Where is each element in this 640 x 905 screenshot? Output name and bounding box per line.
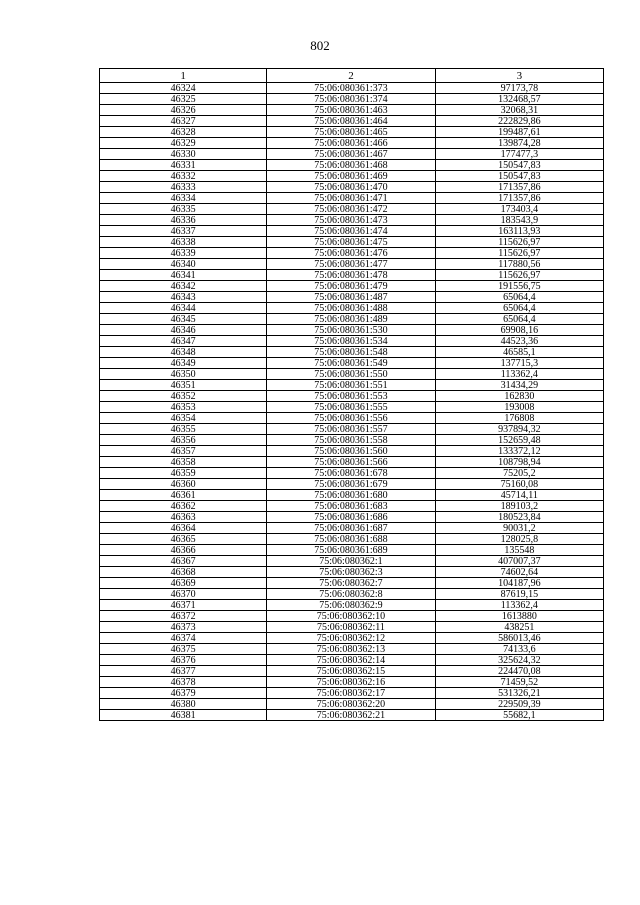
cadastral-number-cell: 75:06:080361:472 <box>267 204 435 215</box>
table-row <box>100 94 604 105</box>
value-cell: 177477,3 <box>435 149 603 160</box>
cadastral-number-cell: 75:06:080362:12 <box>267 633 435 644</box>
value-cell: 128025,8 <box>435 534 603 545</box>
table-row <box>100 545 604 556</box>
table-row <box>100 611 604 622</box>
value-cell: 193008 <box>435 402 603 413</box>
value-cell: 937894,32 <box>435 424 603 435</box>
row-number-cell: 46367 <box>100 556 267 567</box>
table-row <box>100 314 604 325</box>
cadastral-number-cell: 75:06:080362:17 <box>267 688 435 699</box>
row-number-cell: 46363 <box>100 512 267 523</box>
row-number-cell: 46343 <box>100 292 267 303</box>
row-number-cell: 46330 <box>100 149 267 160</box>
cadastral-number-cell: 75:06:080361:553 <box>267 391 435 402</box>
table-row <box>100 644 604 655</box>
value-cell: 171357,86 <box>435 182 603 193</box>
cadastral-number-cell: 75:06:080361:475 <box>267 237 435 248</box>
cadastral-number-cell: 75:06:080361:548 <box>267 347 435 358</box>
row-number-cell: 46335 <box>100 204 267 215</box>
cadastral-number-cell: 75:06:080361:474 <box>267 226 435 237</box>
row-number-cell: 46341 <box>100 270 267 281</box>
row-number-cell: 46373 <box>100 622 267 633</box>
column-header-3: 3 <box>435 69 603 83</box>
value-cell: 117880,56 <box>435 259 603 270</box>
row-number-cell: 46351 <box>100 380 267 391</box>
value-cell: 65064,4 <box>435 292 603 303</box>
table-row <box>100 666 604 677</box>
row-number-cell: 46356 <box>100 435 267 446</box>
value-cell: 173403,4 <box>435 204 603 215</box>
value-cell: 325624,32 <box>435 655 603 666</box>
table-row <box>100 501 604 512</box>
value-cell: 183543,9 <box>435 215 603 226</box>
row-number-cell: 46325 <box>100 94 267 105</box>
table-row <box>100 710 604 721</box>
table-header-row <box>100 69 604 83</box>
table-row <box>100 468 604 479</box>
row-number-cell: 46342 <box>100 281 267 292</box>
value-cell: 113362,4 <box>435 369 603 380</box>
cadastral-number-cell: 75:06:080361:560 <box>267 446 435 457</box>
table-row <box>100 424 604 435</box>
row-number-cell: 46328 <box>100 127 267 138</box>
table-row <box>100 237 604 248</box>
row-number-cell: 46369 <box>100 578 267 589</box>
value-cell: 69908,16 <box>435 325 603 336</box>
value-cell: 90031,2 <box>435 523 603 534</box>
row-number-cell: 46329 <box>100 138 267 149</box>
table-row <box>100 270 604 281</box>
row-number-cell: 46337 <box>100 226 267 237</box>
cadastral-number-cell: 75:06:080361:470 <box>267 182 435 193</box>
value-cell: 71459,52 <box>435 677 603 688</box>
row-number-cell: 46334 <box>100 193 267 204</box>
value-cell: 438251 <box>435 622 603 633</box>
value-cell: 65064,4 <box>435 314 603 325</box>
row-number-cell: 46338 <box>100 237 267 248</box>
table-row <box>100 204 604 215</box>
cadastral-number-cell: 75:06:080361:469 <box>267 171 435 182</box>
row-number-cell: 46339 <box>100 248 267 259</box>
row-number-cell: 46374 <box>100 633 267 644</box>
value-cell: 407007,37 <box>435 556 603 567</box>
table-row <box>100 655 604 666</box>
table-row <box>100 182 604 193</box>
cadastral-number-cell: 75:06:080362:1 <box>267 556 435 567</box>
cadastral-number-cell: 75:06:080361:688 <box>267 534 435 545</box>
value-cell: 44523,36 <box>435 336 603 347</box>
table-row <box>100 677 604 688</box>
row-number-cell: 46381 <box>100 710 267 721</box>
row-number-cell: 46365 <box>100 534 267 545</box>
table-row <box>100 281 604 292</box>
value-cell: 135548 <box>435 545 603 556</box>
row-number-cell: 46350 <box>100 369 267 380</box>
value-cell: 133372,12 <box>435 446 603 457</box>
row-number-cell: 46359 <box>100 468 267 479</box>
cadastral-number-cell: 75:06:080361:464 <box>267 116 435 127</box>
cadastral-number-cell: 75:06:080361:558 <box>267 435 435 446</box>
table-row <box>100 380 604 391</box>
row-number-cell: 46331 <box>100 160 267 171</box>
cadastral-number-cell: 75:06:080362:9 <box>267 600 435 611</box>
row-number-cell: 46380 <box>100 699 267 710</box>
table-row <box>100 160 604 171</box>
cadastral-number-cell: 75:06:080361:468 <box>267 160 435 171</box>
cadastral-number-cell: 75:06:080362:11 <box>267 622 435 633</box>
value-cell: 139874,28 <box>435 138 603 149</box>
cadastral-number-cell: 75:06:080362:21 <box>267 710 435 721</box>
table-row <box>100 413 604 424</box>
value-cell: 150547,83 <box>435 171 603 182</box>
row-number-cell: 46352 <box>100 391 267 402</box>
row-number-cell: 46377 <box>100 666 267 677</box>
cadastral-number-cell: 75:06:080361:530 <box>267 325 435 336</box>
row-number-cell: 46358 <box>100 457 267 468</box>
value-cell: 586013,46 <box>435 633 603 644</box>
row-number-cell: 46378 <box>100 677 267 688</box>
table-row <box>100 259 604 270</box>
table-row <box>100 622 604 633</box>
cadastral-number-cell: 75:06:080361:467 <box>267 149 435 160</box>
value-cell: 115626,97 <box>435 248 603 259</box>
column-header-1: 1 <box>100 69 267 83</box>
table-row <box>100 369 604 380</box>
value-cell: 224470,08 <box>435 666 603 677</box>
value-cell: 229509,39 <box>435 699 603 710</box>
table-body <box>100 83 604 721</box>
cadastral-number-cell: 75:06:080361:477 <box>267 259 435 270</box>
table-row <box>100 446 604 457</box>
row-number-cell: 46361 <box>100 490 267 501</box>
value-cell: 162830 <box>435 391 603 402</box>
cadastral-number-cell: 75:06:080362:16 <box>267 677 435 688</box>
value-cell: 222829,86 <box>435 116 603 127</box>
cadastral-number-cell: 75:06:080361:534 <box>267 336 435 347</box>
row-number-cell: 46379 <box>100 688 267 699</box>
cadastral-number-cell: 75:06:080361:488 <box>267 303 435 314</box>
table-row <box>100 138 604 149</box>
cadastral-number-cell: 75:06:080361:689 <box>267 545 435 556</box>
cadastral-number-cell: 75:06:080361:465 <box>267 127 435 138</box>
row-number-cell: 46347 <box>100 336 267 347</box>
table-row <box>100 490 604 501</box>
cadastral-number-cell: 75:06:080361:466 <box>267 138 435 149</box>
cadastral-number-cell: 75:06:080361:679 <box>267 479 435 490</box>
value-cell: 108798,94 <box>435 457 603 468</box>
cadastral-number-cell: 75:06:080362:20 <box>267 699 435 710</box>
value-cell: 74602,64 <box>435 567 603 578</box>
row-number-cell: 46366 <box>100 545 267 556</box>
table-row <box>100 699 604 710</box>
column-header-2: 2 <box>267 69 435 83</box>
table-row <box>100 127 604 138</box>
cadastral-number-cell: 75:06:080361:556 <box>267 413 435 424</box>
table-row <box>100 589 604 600</box>
table-row <box>100 292 604 303</box>
table-row <box>100 116 604 127</box>
cadastral-number-cell: 75:06:080361:678 <box>267 468 435 479</box>
value-cell: 45714,11 <box>435 490 603 501</box>
row-number-cell: 46360 <box>100 479 267 490</box>
cadastral-number-cell: 75:06:080361:373 <box>267 83 435 94</box>
value-cell: 150547,83 <box>435 160 603 171</box>
cadastral-number-cell: 75:06:080361:479 <box>267 281 435 292</box>
table-row <box>100 567 604 578</box>
row-number-cell: 46324 <box>100 83 267 94</box>
value-cell: 55682,1 <box>435 710 603 721</box>
cadastral-number-cell: 75:06:080362:14 <box>267 655 435 666</box>
value-cell: 74133,6 <box>435 644 603 655</box>
cadastral-number-cell: 75:06:080362:13 <box>267 644 435 655</box>
value-cell: 46585,1 <box>435 347 603 358</box>
table-row <box>100 391 604 402</box>
cadastral-number-cell: 75:06:080361:687 <box>267 523 435 534</box>
row-number-cell: 46345 <box>100 314 267 325</box>
value-cell: 1613880 <box>435 611 603 622</box>
value-cell: 75205,2 <box>435 468 603 479</box>
table-row <box>100 578 604 589</box>
row-number-cell: 46355 <box>100 424 267 435</box>
cadastral-number-cell: 75:06:080361:473 <box>267 215 435 226</box>
row-number-cell: 46349 <box>100 358 267 369</box>
value-cell: 32068,31 <box>435 105 603 116</box>
value-cell: 97173,78 <box>435 83 603 94</box>
cadastral-number-cell: 75:06:080362:3 <box>267 567 435 578</box>
table-row <box>100 512 604 523</box>
table-row <box>100 556 604 567</box>
table-row <box>100 171 604 182</box>
table-row <box>100 193 604 204</box>
table-row <box>100 149 604 160</box>
cadastral-number-cell: 75:06:080361:680 <box>267 490 435 501</box>
row-number-cell: 46348 <box>100 347 267 358</box>
table-row <box>100 457 604 468</box>
value-cell: 191556,75 <box>435 281 603 292</box>
row-number-cell: 46370 <box>100 589 267 600</box>
value-cell: 65064,4 <box>435 303 603 314</box>
table-row <box>100 688 604 699</box>
cadastral-number-cell: 75:06:080361:551 <box>267 380 435 391</box>
value-cell: 87619,15 <box>435 589 603 600</box>
data-table <box>99 68 604 721</box>
cadastral-number-cell: 75:06:080361:476 <box>267 248 435 259</box>
value-cell: 171357,86 <box>435 193 603 204</box>
value-cell: 163113,93 <box>435 226 603 237</box>
value-cell: 180523,84 <box>435 512 603 523</box>
value-cell: 152659,48 <box>435 435 603 446</box>
value-cell: 104187,96 <box>435 578 603 589</box>
value-cell: 137715,3 <box>435 358 603 369</box>
row-number-cell: 46362 <box>100 501 267 512</box>
table-row <box>100 336 604 347</box>
cadastral-number-cell: 75:06:080362:7 <box>267 578 435 589</box>
value-cell: 132468,57 <box>435 94 603 105</box>
page-number: 802 <box>310 38 330 53</box>
cadastral-number-cell: 75:06:080361:487 <box>267 292 435 303</box>
table-row <box>100 534 604 545</box>
cadastral-number-cell: 75:06:080362:8 <box>267 589 435 600</box>
row-number-cell: 46333 <box>100 182 267 193</box>
table-row <box>100 83 604 94</box>
row-number-cell: 46344 <box>100 303 267 314</box>
row-number-cell: 46354 <box>100 413 267 424</box>
row-number-cell: 46346 <box>100 325 267 336</box>
cadastral-number-cell: 75:06:080361:463 <box>267 105 435 116</box>
cadastral-number-cell: 75:06:080361:683 <box>267 501 435 512</box>
row-number-cell: 46336 <box>100 215 267 226</box>
table-row <box>100 215 604 226</box>
cadastral-number-cell: 75:06:080361:557 <box>267 424 435 435</box>
cadastral-number-cell: 75:06:080361:566 <box>267 457 435 468</box>
row-number-cell: 46340 <box>100 259 267 270</box>
table-row <box>100 600 604 611</box>
table-row <box>100 435 604 446</box>
cadastral-number-cell: 75:06:080361:550 <box>267 369 435 380</box>
table-row <box>100 402 604 413</box>
cadastral-number-cell: 75:06:080361:489 <box>267 314 435 325</box>
value-cell: 115626,97 <box>435 270 603 281</box>
row-number-cell: 46353 <box>100 402 267 413</box>
value-cell: 189103,2 <box>435 501 603 512</box>
cadastral-number-cell: 75:06:080362:15 <box>267 666 435 677</box>
table-row <box>100 325 604 336</box>
row-number-cell: 46376 <box>100 655 267 666</box>
cadastral-number-cell: 75:06:080361:555 <box>267 402 435 413</box>
row-number-cell: 46332 <box>100 171 267 182</box>
cadastral-number-cell: 75:06:080361:374 <box>267 94 435 105</box>
table-row <box>100 226 604 237</box>
table-row <box>100 105 604 116</box>
value-cell: 176808 <box>435 413 603 424</box>
table-row <box>100 303 604 314</box>
cadastral-number-cell: 75:06:080361:686 <box>267 512 435 523</box>
row-number-cell: 46371 <box>100 600 267 611</box>
row-number-cell: 46357 <box>100 446 267 457</box>
cadastral-number-cell: 75:06:080362:10 <box>267 611 435 622</box>
value-cell: 75160,08 <box>435 479 603 490</box>
cadastral-number-cell: 75:06:080361:471 <box>267 193 435 204</box>
table-row <box>100 248 604 259</box>
table-row <box>100 633 604 644</box>
value-cell: 199487,61 <box>435 127 603 138</box>
table-row <box>100 523 604 534</box>
table-row <box>100 358 604 369</box>
value-cell: 113362,4 <box>435 600 603 611</box>
table-row <box>100 347 604 358</box>
row-number-cell: 46326 <box>100 105 267 116</box>
table-row <box>100 479 604 490</box>
row-number-cell: 46327 <box>100 116 267 127</box>
value-cell: 531326,21 <box>435 688 603 699</box>
row-number-cell: 46375 <box>100 644 267 655</box>
row-number-cell: 46364 <box>100 523 267 534</box>
value-cell: 115626,97 <box>435 237 603 248</box>
row-number-cell: 46372 <box>100 611 267 622</box>
cadastral-number-cell: 75:06:080361:478 <box>267 270 435 281</box>
row-number-cell: 46368 <box>100 567 267 578</box>
value-cell: 31434,29 <box>435 380 603 391</box>
cadastral-number-cell: 75:06:080361:549 <box>267 358 435 369</box>
